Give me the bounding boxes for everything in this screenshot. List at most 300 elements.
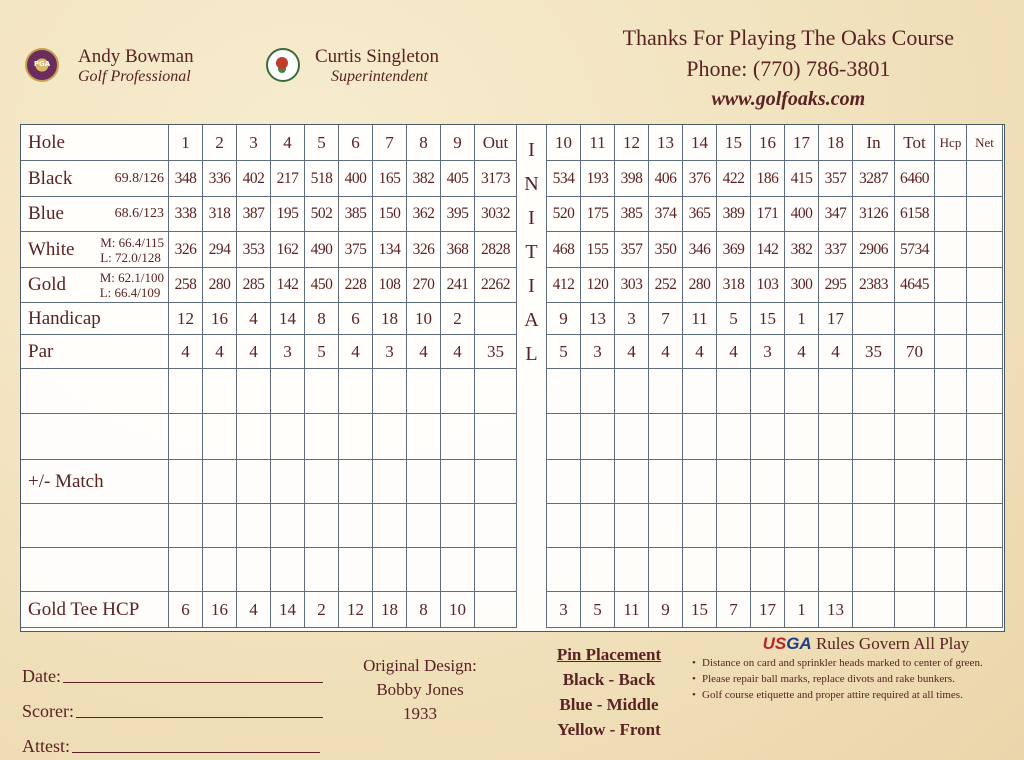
handicap-cell: 18 [373, 303, 407, 335]
score-entry-cell[interactable] [441, 369, 475, 414]
tee-rating [100, 235, 168, 265]
score-entry-cell[interactable] [581, 414, 615, 460]
hole-number: 9 [441, 125, 475, 161]
total-entry-cell[interactable] [967, 548, 1003, 592]
score-entry-cell[interactable] [683, 414, 717, 460]
par-label: Par [21, 335, 169, 369]
handicap-cell: 2 [441, 303, 475, 335]
par-cell: 3 [373, 335, 407, 369]
par-cell: 4 [649, 335, 683, 369]
attest-field[interactable] [72, 752, 320, 753]
hole-number: 18 [819, 125, 853, 161]
score-entry-cell[interactable] [169, 369, 203, 414]
score-entry-cell[interactable] [407, 504, 441, 548]
rules-text: Rules Govern All Play [815, 634, 970, 653]
yardage-cell: 303 [615, 268, 649, 303]
par-cell: 5 [305, 335, 339, 369]
total-entry-cell[interactable] [967, 414, 1003, 460]
tee-row-label-black [21, 161, 169, 197]
score-entry-cell[interactable] [407, 460, 441, 504]
total-entry-cell[interactable] [935, 414, 967, 460]
yardage-cell: 490 [305, 232, 339, 268]
yardage-cell: 195 [271, 197, 305, 232]
yardage-cell: 336 [203, 161, 237, 197]
yardage-cell: 294 [203, 232, 237, 268]
score-entry-cell[interactable] [683, 369, 717, 414]
yardage-cell: 300 [785, 268, 819, 303]
net-cell[interactable] [967, 197, 1003, 232]
par-cell: 4 [237, 335, 271, 369]
score-entry-cell[interactable] [237, 369, 271, 414]
total-entry-cell[interactable] [935, 548, 967, 592]
handicap-cell: 14 [271, 303, 305, 335]
score-entry-cell[interactable] [785, 504, 819, 548]
score-entry-cell[interactable] [717, 504, 751, 548]
scorecard-grid [20, 124, 1005, 632]
gold-hcp-cell: 5 [581, 592, 615, 628]
ladies-rating: L: 66.4/109 [99, 285, 161, 300]
yardage-cell: 406 [649, 161, 683, 197]
score-entry-cell[interactable] [581, 504, 615, 548]
score-entry-cell[interactable] [441, 460, 475, 504]
usga-logo-icon: USGA [762, 634, 812, 653]
score-entry-cell[interactable] [785, 548, 819, 592]
gold-hcp-cell: 7 [717, 592, 751, 628]
score-entry-cell[interactable] [683, 460, 717, 504]
empty-cell [853, 592, 895, 628]
men-rating: M: 62.1/100 [99, 270, 164, 285]
total-entry-cell[interactable] [853, 460, 895, 504]
par-in: 35 [853, 335, 895, 369]
score-entry-cell[interactable] [751, 504, 785, 548]
score-entry-cell[interactable] [819, 414, 853, 460]
par-cell: 4 [717, 335, 751, 369]
score-entry-cell[interactable] [649, 548, 683, 592]
par-cell: 3 [751, 335, 785, 369]
net-header: Net [967, 125, 1003, 161]
net-cell[interactable] [967, 268, 1003, 303]
usga-heading [720, 634, 1012, 654]
score-entry-cell[interactable] [615, 460, 649, 504]
gold-hcp-cell: 11 [615, 592, 649, 628]
hole-number: 3 [237, 125, 271, 161]
in-yardage: 3126 [853, 197, 895, 232]
score-entry-cell[interactable] [237, 504, 271, 548]
initial-column [517, 125, 547, 369]
score-entry-cell[interactable] [339, 414, 373, 460]
super-title: Superintendent [331, 68, 428, 85]
score-entry-cell[interactable] [305, 414, 339, 460]
yardage-cell: 165 [373, 161, 407, 197]
hole-number: 12 [615, 125, 649, 161]
hole-number: 1 [169, 125, 203, 161]
tee-rating: 68.6/123 [114, 206, 164, 221]
gcsaa-logo-icon [266, 48, 300, 82]
date-label: Date: [22, 666, 61, 686]
yardage-cell: 405 [441, 161, 475, 197]
score-entry-cell[interactable] [305, 460, 339, 504]
hcp-cell[interactable] [935, 161, 967, 197]
handicap-cell: 15 [751, 303, 785, 335]
net-cell[interactable] [967, 335, 1003, 369]
usga-rules [692, 634, 1012, 702]
score-entry-cell[interactable] [547, 414, 581, 460]
yardage-cell: 217 [271, 161, 305, 197]
hole-number: 13 [649, 125, 683, 161]
score-entry-cell[interactable] [169, 414, 203, 460]
yardage-cell: 376 [683, 161, 717, 197]
superintendent-block [315, 46, 439, 86]
hole-number: 11 [581, 125, 615, 161]
score-entry-cell[interactable] [169, 504, 203, 548]
gold-hcp-cell: 2 [305, 592, 339, 628]
score-entry-cell[interactable] [649, 460, 683, 504]
score-entry-cell[interactable] [169, 548, 203, 592]
player-name-cell[interactable] [21, 414, 169, 460]
empty-cell [967, 592, 1003, 628]
yardage-cell: 326 [407, 232, 441, 268]
pin-blue: Blue - Middle [559, 695, 659, 714]
course-info [623, 22, 954, 115]
yardage-cell: 326 [169, 232, 203, 268]
yardage-cell: 348 [169, 161, 203, 197]
yardage-cell: 134 [373, 232, 407, 268]
yardage-cell: 120 [581, 268, 615, 303]
score-entry-cell[interactable] [819, 504, 853, 548]
gold-hcp-cell: 13 [819, 592, 853, 628]
score-entry-cell[interactable] [683, 504, 717, 548]
yardage-cell: 520 [547, 197, 581, 232]
score-entry-cell[interactable] [785, 369, 819, 414]
yardage-cell: 318 [203, 197, 237, 232]
score-entry-cell[interactable] [271, 369, 305, 414]
hole-number: 8 [407, 125, 441, 161]
hcp-cell[interactable] [935, 268, 967, 303]
out-yardage: 2262 [475, 268, 517, 303]
par-cell: 4 [407, 335, 441, 369]
score-entry-cell[interactable] [373, 548, 407, 592]
score-entry-cell[interactable] [547, 504, 581, 548]
score-entry-cell[interactable] [373, 414, 407, 460]
score-entry-cell[interactable] [615, 414, 649, 460]
player-name-cell[interactable] [21, 369, 169, 414]
score-entry-cell[interactable] [683, 548, 717, 592]
handicap-cell: 3 [615, 303, 649, 335]
score-entry-cell[interactable] [237, 414, 271, 460]
total-entry-cell[interactable] [967, 369, 1003, 414]
hcp-header: Hcp [935, 125, 967, 161]
score-entry-cell[interactable] [751, 548, 785, 592]
pin-yellow: Yellow - Front [557, 720, 661, 739]
yardage-cell: 350 [649, 232, 683, 268]
score-entry-cell[interactable] [581, 369, 615, 414]
score-entry-cell[interactable] [373, 369, 407, 414]
original-design [352, 654, 488, 726]
handicap-cell: 11 [683, 303, 717, 335]
tot-header: Tot [895, 125, 935, 161]
score-entry-cell[interactable] [203, 460, 237, 504]
ladies-rating: L: 72.0/128 [100, 249, 161, 265]
yardage-cell: 155 [581, 232, 615, 268]
score-entry-cell[interactable] [547, 460, 581, 504]
hcp-cell[interactable] [935, 197, 967, 232]
yardage-cell: 150 [373, 197, 407, 232]
out-entry-cell[interactable] [475, 369, 517, 414]
hcp-cell[interactable] [935, 335, 967, 369]
yardage-cell: 103 [751, 268, 785, 303]
hole-number: 17 [785, 125, 819, 161]
empty-cell [895, 303, 935, 335]
yardage-cell: 385 [615, 197, 649, 232]
score-entry-cell[interactable] [339, 460, 373, 504]
out-entry-cell[interactable] [475, 460, 517, 504]
empty-cell [935, 592, 967, 628]
in-header: In [853, 125, 895, 161]
score-entry-cell[interactable] [547, 548, 581, 592]
out-entry-cell[interactable] [475, 414, 517, 460]
pro-title: Golf Professional [78, 68, 191, 85]
score-entry-cell[interactable] [305, 369, 339, 414]
par-cell: 4 [339, 335, 373, 369]
yardage-cell: 338 [169, 197, 203, 232]
score-entry-cell[interactable] [717, 548, 751, 592]
yardage-cell: 337 [819, 232, 853, 268]
hole-label: Hole [21, 125, 169, 161]
out-header: Out [475, 125, 517, 161]
score-entry-cell[interactable] [203, 504, 237, 548]
total-entry-cell[interactable] [935, 460, 967, 504]
total-entry-cell[interactable] [853, 369, 895, 414]
initial-letter: N [524, 173, 539, 195]
handicap-cell: 5 [717, 303, 751, 335]
score-entry-cell[interactable] [271, 460, 305, 504]
yardage-cell: 186 [751, 161, 785, 197]
score-entry-cell[interactable] [237, 548, 271, 592]
score-entry-cell[interactable] [203, 548, 237, 592]
yardage-cell: 412 [547, 268, 581, 303]
score-entry-cell[interactable] [203, 369, 237, 414]
in-yardage: 3287 [853, 161, 895, 197]
yardage-cell: 258 [169, 268, 203, 303]
hole-number: 5 [305, 125, 339, 161]
match-label: +/- Match [21, 460, 169, 504]
score-entry-cell[interactable] [819, 369, 853, 414]
score-entry-cell[interactable] [271, 548, 305, 592]
score-entry-cell[interactable] [339, 548, 373, 592]
initial-letter: I [528, 207, 535, 229]
score-entry-cell[interactable] [547, 369, 581, 414]
yardage-cell: 357 [819, 161, 853, 197]
yardage-cell: 171 [751, 197, 785, 232]
score-entry-cell[interactable] [203, 414, 237, 460]
net-cell[interactable] [967, 232, 1003, 268]
score-entry-cell[interactable] [407, 414, 441, 460]
scorer-field[interactable] [76, 717, 323, 718]
handicap-cell: 12 [169, 303, 203, 335]
pin-black: Black - Back [562, 670, 656, 689]
score-entry-cell[interactable] [373, 504, 407, 548]
net-cell[interactable] [967, 161, 1003, 197]
yardage-cell: 400 [339, 161, 373, 197]
total-entry-cell[interactable] [935, 504, 967, 548]
handicap-cell: 16 [203, 303, 237, 335]
yardage-cell: 346 [683, 232, 717, 268]
score-entry-cell[interactable] [649, 414, 683, 460]
score-entry-cell[interactable] [237, 460, 271, 504]
gold-hcp-cell: 15 [683, 592, 717, 628]
par-out: 35 [475, 335, 517, 369]
yardage-cell: 142 [751, 232, 785, 268]
score-entry-cell[interactable] [751, 414, 785, 460]
initial-letter: I [528, 139, 535, 161]
rule-bullet: • Golf course etiquette and proper attire required at all times. [692, 689, 1007, 702]
yardage-cell: 270 [407, 268, 441, 303]
score-entry-cell[interactable] [785, 460, 819, 504]
thanks-text: Thanks For Playing The Oaks Course [622, 25, 954, 50]
total-yardage: 6460 [895, 161, 935, 197]
gold-hcp-cell: 18 [373, 592, 407, 628]
initial-letter: L [525, 343, 538, 365]
score-entry-cell[interactable] [649, 504, 683, 548]
score-entry-cell[interactable] [649, 369, 683, 414]
out-entry-cell[interactable] [475, 548, 517, 592]
handicap-cell: 1 [785, 303, 819, 335]
score-entry-cell[interactable] [339, 504, 373, 548]
score-entry-cell[interactable] [819, 548, 853, 592]
tee-row-label-gold [21, 268, 169, 303]
golf-professional-block [78, 46, 194, 86]
score-entry-cell[interactable] [441, 548, 475, 592]
yardage-cell: 252 [649, 268, 683, 303]
empty-cell [967, 303, 1003, 335]
total-entry-cell[interactable] [895, 369, 935, 414]
total-entry-cell[interactable] [853, 504, 895, 548]
yardage-cell: 402 [237, 161, 271, 197]
score-entry-cell[interactable] [717, 414, 751, 460]
yardage-cell: 415 [785, 161, 819, 197]
out-entry-cell[interactable] [475, 504, 517, 548]
score-entry-cell[interactable] [305, 504, 339, 548]
pro-name: Andy Bowman [78, 46, 194, 67]
tee-name: Blue [28, 203, 64, 224]
date-field[interactable] [63, 682, 323, 683]
initial-letter: A [524, 309, 539, 331]
tee-row-label-white [21, 232, 169, 268]
website-link[interactable]: www.golfoaks.com [711, 88, 866, 110]
yardage-cell: 108 [373, 268, 407, 303]
yardage-cell: 241 [441, 268, 475, 303]
score-entry-cell[interactable] [615, 369, 649, 414]
empty-cell [895, 592, 935, 628]
par-cell: 4 [615, 335, 649, 369]
scorer-label: Scorer: [22, 701, 74, 721]
total-entry-cell[interactable] [967, 504, 1003, 548]
signature-block [22, 652, 323, 757]
total-entry-cell[interactable] [853, 548, 895, 592]
par-cell: 5 [547, 335, 581, 369]
par-cell: 4 [203, 335, 237, 369]
empty-cell [935, 303, 967, 335]
score-entry-cell[interactable] [339, 369, 373, 414]
yardage-cell: 280 [683, 268, 717, 303]
score-entry-cell[interactable] [271, 504, 305, 548]
hole-number: 10 [547, 125, 581, 161]
par-cell: 4 [683, 335, 717, 369]
par-total: 70 [895, 335, 935, 369]
par-cell: 3 [581, 335, 615, 369]
total-entry-cell[interactable] [895, 548, 935, 592]
score-entry-cell[interactable] [615, 504, 649, 548]
hcp-cell[interactable] [935, 232, 967, 268]
yardage-cell: 193 [581, 161, 615, 197]
player-name-cell[interactable] [21, 548, 169, 592]
score-entry-cell[interactable] [717, 369, 751, 414]
yardage-cell: 450 [305, 268, 339, 303]
phone-text: Phone: (770) 786-3801 [686, 56, 891, 81]
score-entry-cell[interactable] [751, 460, 785, 504]
yardage-cell: 382 [785, 232, 819, 268]
initial-column-blank [517, 369, 547, 628]
score-entry-cell[interactable] [785, 414, 819, 460]
score-entry-cell[interactable] [305, 548, 339, 592]
design-label: Original Design: [363, 656, 477, 675]
score-entry-cell[interactable] [581, 548, 615, 592]
yardage-cell: 142 [271, 268, 305, 303]
hole-number: 2 [203, 125, 237, 161]
pin-title: Pin Placement [556, 645, 662, 664]
score-entry-cell[interactable] [581, 460, 615, 504]
handicap-cell: 7 [649, 303, 683, 335]
total-entry-cell[interactable] [935, 369, 967, 414]
tee-rating: 69.8/126 [114, 170, 164, 186]
yardage-cell: 285 [237, 268, 271, 303]
hole-number: 14 [683, 125, 717, 161]
score-entry-cell[interactable] [751, 369, 785, 414]
score-entry-cell[interactable] [441, 414, 475, 460]
handicap-cell: 9 [547, 303, 581, 335]
initial-letter: I [528, 275, 535, 297]
tee-name: Gold [28, 274, 66, 295]
total-entry-cell[interactable] [895, 414, 935, 460]
player-name-cell[interactable] [21, 504, 169, 548]
total-yardage: 5734 [895, 232, 935, 268]
score-entry-cell[interactable] [819, 460, 853, 504]
score-entry-cell[interactable] [407, 369, 441, 414]
yardage-cell: 162 [271, 232, 305, 268]
yardage-cell: 385 [339, 197, 373, 232]
score-entry-cell[interactable] [615, 548, 649, 592]
score-entry-cell[interactable] [441, 504, 475, 548]
tee-row-label-blue [21, 197, 169, 232]
score-entry-cell[interactable] [407, 548, 441, 592]
total-entry-cell[interactable] [895, 504, 935, 548]
score-entry-cell[interactable] [717, 460, 751, 504]
total-entry-cell[interactable] [967, 460, 1003, 504]
handicap-label: Handicap [21, 303, 169, 335]
total-entry-cell[interactable] [853, 414, 895, 460]
empty-cell [853, 303, 895, 335]
total-entry-cell[interactable] [895, 460, 935, 504]
score-entry-cell[interactable] [169, 460, 203, 504]
yardage-cell: 353 [237, 232, 271, 268]
score-entry-cell[interactable] [373, 460, 407, 504]
gold-hcp-cell: 1 [785, 592, 819, 628]
tee-rating [100, 270, 168, 300]
score-entry-cell[interactable] [271, 414, 305, 460]
gold-hcp-cell: 17 [751, 592, 785, 628]
total-yardage: 4645 [895, 268, 935, 303]
gold-hcp-cell: 9 [649, 592, 683, 628]
